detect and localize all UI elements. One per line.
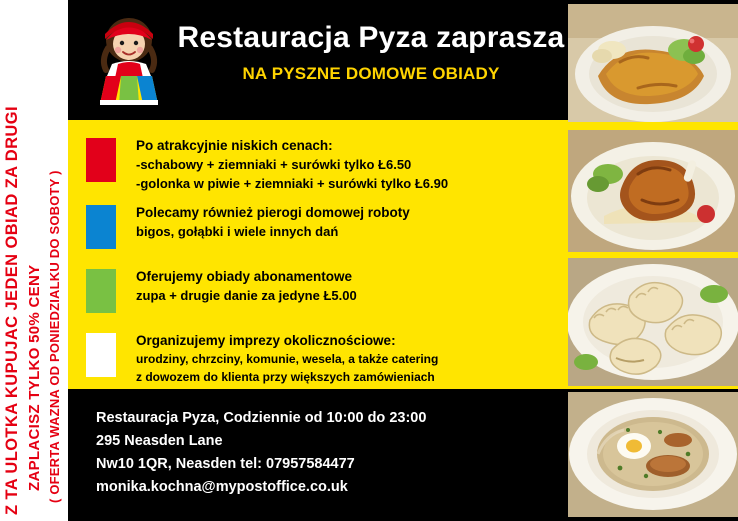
flyer-main xyxy=(68,0,738,521)
offer-line: z dowozem do klienta przy większych zamówieniach xyxy=(136,370,435,384)
offer-text xyxy=(136,267,357,305)
side-promo-line-1: Z TA ULOTKA KUPUJAC JEDEN OBIAD ZA DRUGI xyxy=(3,106,21,515)
photo-zurek-soup xyxy=(568,392,738,517)
offer-item xyxy=(86,267,566,321)
contact-street: 295 Neasden Lane xyxy=(96,433,223,449)
offer-heading: Organizujemy imprezy okolicznościowe: xyxy=(136,333,396,348)
offer-line: -schabowy + ziemniaki + surówki tylko Ł6.50 xyxy=(136,157,412,172)
color-swatch-blue xyxy=(86,205,116,249)
contact-email[interactable]: monika.kochna@mypostoffice.co.uk xyxy=(96,479,348,495)
contact-postcode-phone: Nw10 1QR, Neasden tel: 07957584477 xyxy=(96,456,355,472)
offers-list xyxy=(86,136,566,396)
offer-line: zupa + drugie danie za jedyne Ł5.00 xyxy=(136,288,357,303)
contact-details xyxy=(96,407,566,499)
offer-line: bigos, gołąbki i wiele innych dań xyxy=(136,224,339,239)
color-swatch-green xyxy=(86,269,116,313)
offer-item xyxy=(86,331,566,386)
polish-folk-girl-logo-icon xyxy=(88,14,170,106)
offer-heading: Polecamy również pierogi domowej roboty xyxy=(136,205,410,220)
color-swatch-white xyxy=(86,333,116,377)
offer-text xyxy=(136,136,448,193)
photo-pierogi-dumplings xyxy=(568,258,738,386)
side-promo-line-2: ZAPLACISZ TYLKO 50% CENY xyxy=(26,264,43,491)
page-subtitle: NA PYSZNE DOMOWE OBIADY xyxy=(242,64,500,83)
photo-column xyxy=(568,0,738,521)
offer-item xyxy=(86,203,566,257)
photo-golonka-pork-knuckle xyxy=(568,130,738,252)
offer-line: -golonka w piwie + ziemniaki + surówki tylko Ł6.90 xyxy=(136,176,449,191)
offer-item xyxy=(86,136,566,193)
side-promo-line-3: ( OFERTA WAZNA OD PONIEDZIALKU DO SOBOTY ) xyxy=(47,170,62,503)
contact-name-hours: Restauracja Pyza, Codziennie od 10:00 do 23:00 xyxy=(96,410,427,426)
color-swatch-red xyxy=(86,138,116,182)
side-promo-banner xyxy=(0,0,68,521)
offer-line: urodziny, chrzciny, komunie, wesela, a także catering xyxy=(136,352,439,366)
offer-heading: Oferujemy obiady abonamentowe xyxy=(136,269,353,284)
offer-text xyxy=(136,203,410,241)
photo-schabowy-cutlet xyxy=(568,4,738,122)
offer-text xyxy=(136,331,438,386)
header-content xyxy=(68,0,568,120)
header-titles xyxy=(176,20,566,84)
offer-heading: Po atrakcyjnie niskich cenach: xyxy=(136,138,333,153)
page-title: Restauracja Pyza zaprasza xyxy=(177,21,565,54)
